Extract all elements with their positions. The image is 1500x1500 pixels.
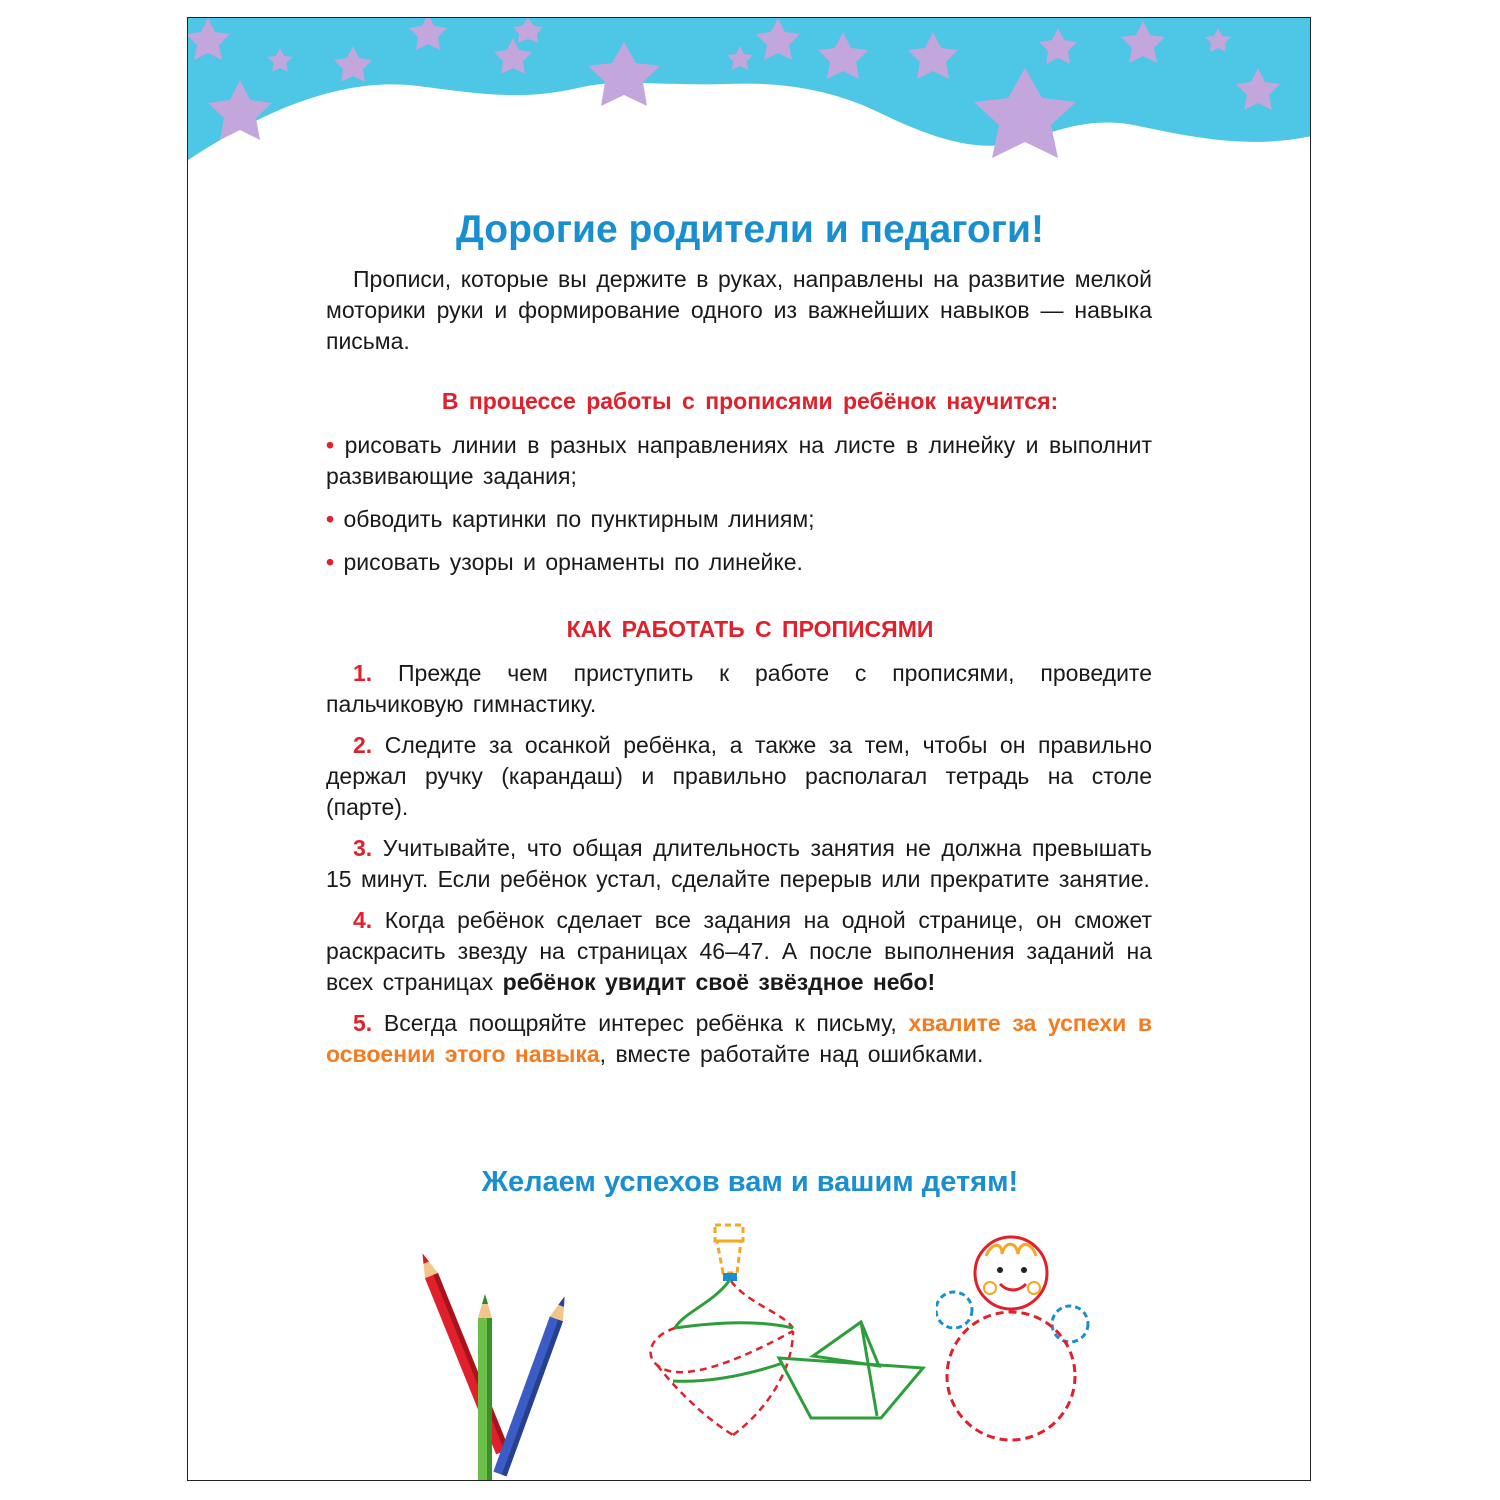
roly-poly-doll-icon: [936, 1218, 1106, 1458]
intro-paragraph: Прописи, которые вы держите в руках, направлены на развитие мелкой моторики руки и формирование одного из важнейших навыков — навыка письма.: [326, 266, 1152, 354]
step-number: 3.: [353, 835, 373, 861]
step-item: [326, 730, 1152, 823]
step-item: [326, 658, 1152, 720]
pencils-icon: [408, 1252, 588, 1481]
list-item-text: рисовать узоры и орнаменты по линейке.: [343, 549, 803, 575]
step-number: 2.: [353, 732, 373, 758]
howto-heading: КАК РАБОТАТЬ С ПРОПИСЯМИ: [566, 616, 934, 642]
step-item: [326, 833, 1152, 895]
list-item-text: рисовать линии в разных направлениях на листе в линейку и выполнит развивающие задания;: [326, 432, 1152, 489]
page: [187, 17, 1311, 1481]
bullet-icon: •: [326, 432, 335, 458]
step-bold-text: ребёнок увидит своё звёздное небо!: [502, 969, 936, 995]
step-text: Всегда поощряйте интерес ребёнка к письму,: [383, 1010, 909, 1036]
closing-wish: Желаем успехов вам и вашим детям!: [481, 1166, 1019, 1198]
step-text: Учитывайте, что общая длительность занятия не должна превышать 15 минут. Если ребёнок устал, сделайте перерыв или прекратите занятие.: [326, 835, 1153, 892]
list-item: [326, 430, 1152, 492]
star-sky-banner: [188, 18, 1311, 188]
step-text: Прежде чем приступить к работе с прописями, проведите пальчиковую гимнастику.: [326, 660, 1152, 717]
step-item: [326, 905, 1152, 998]
step-text: Когда ребёнок сделает все задания на одной странице, он сможет раскрасить звезду на страницах 46–47. А после выполнения заданий на всех страницах: [326, 907, 1152, 995]
page-title: Дорогие родители и педагоги!: [456, 208, 1044, 251]
step-tail-text: , вместе работайте над ошибками.: [599, 1041, 984, 1067]
step-highlight-text: хвалите за успехи в освоении этого навыка: [326, 1010, 1153, 1067]
step-number: 4.: [353, 907, 373, 933]
step-number: 5.: [353, 1010, 373, 1036]
list-item: [326, 547, 1152, 578]
step-number: 1.: [353, 660, 373, 686]
skills-list: [326, 430, 1152, 590]
paper-boat-icon: [773, 1318, 933, 1428]
bullet-icon: •: [326, 506, 335, 532]
steps-list: [326, 658, 1152, 1080]
bullet-icon: •: [326, 549, 335, 575]
list-item: [326, 504, 1152, 535]
step-item: [326, 1008, 1152, 1070]
learn-heading: В процессе работы с прописями ребёнок научится:: [441, 388, 1059, 414]
list-item-text: обводить картинки по пунктирным линиям;: [343, 506, 815, 532]
step-text: Следите за осанкой ребёнка, а также за тем, чтобы он правильно держал ручку (карандаш) и правильно располагал тетрадь на столе (парте).: [326, 732, 1153, 820]
